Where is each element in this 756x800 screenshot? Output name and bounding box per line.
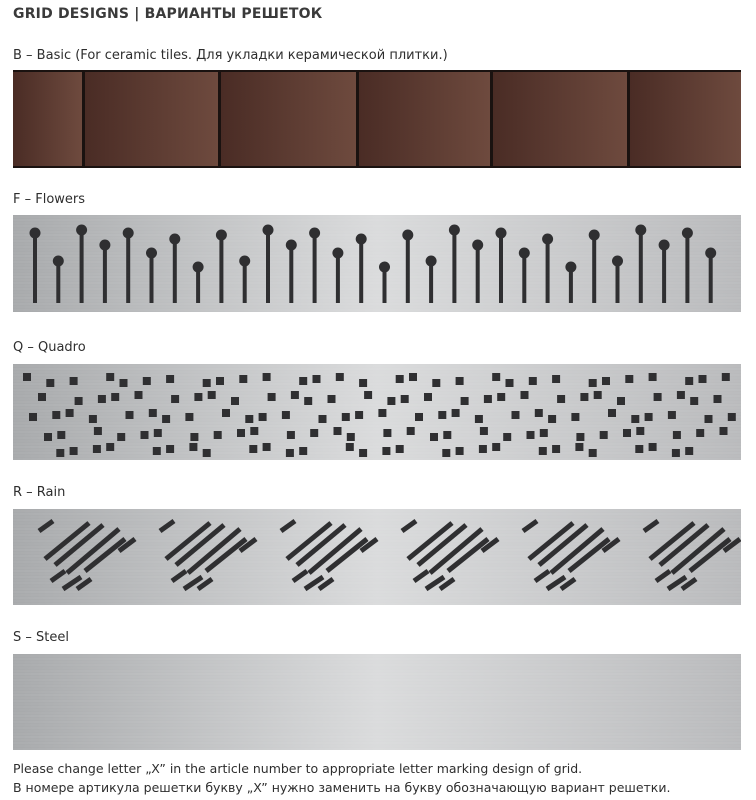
square-cutout	[685, 447, 693, 455]
square-cutout	[347, 433, 355, 441]
square-cutout	[304, 397, 312, 405]
flower-head	[169, 234, 180, 245]
flower-head	[496, 228, 507, 239]
square-cutout	[438, 411, 446, 419]
flower-head	[76, 225, 87, 236]
square-cutout	[282, 411, 290, 419]
flower-stem	[243, 261, 247, 303]
flower-head	[449, 225, 460, 236]
flower-head	[589, 230, 600, 241]
square-cutout	[580, 393, 588, 401]
grid-rain-image	[13, 509, 741, 605]
flower-head	[99, 240, 110, 251]
square-cutout	[342, 413, 350, 421]
flower-stem	[592, 235, 596, 303]
flower-head	[705, 248, 716, 259]
square-cutout	[328, 395, 336, 403]
square-cutout	[475, 415, 483, 423]
square-cutout	[250, 427, 258, 435]
square-cutout	[442, 449, 450, 457]
square-cutout	[383, 429, 391, 437]
grid-basic-image	[13, 70, 741, 168]
square-cutout	[287, 431, 295, 439]
square-cutout	[625, 375, 633, 383]
ceramic-tile	[221, 72, 356, 166]
square-cutout	[539, 447, 547, 455]
grid-quadro-image	[13, 364, 741, 460]
flower-head	[542, 234, 553, 245]
square-cutout	[668, 411, 676, 419]
ceramic-tile	[630, 72, 741, 166]
section-label-basic: B – Basic (For ceramic tiles. Для укладки керамической плитки.)	[13, 48, 448, 63]
square-cutout	[690, 397, 698, 405]
square-cutout	[396, 445, 404, 453]
flower-head	[472, 240, 483, 251]
square-cutout	[492, 443, 500, 451]
square-cutout	[608, 409, 616, 417]
square-cutout	[594, 391, 602, 399]
square-cutout	[382, 447, 390, 455]
square-cutout	[571, 413, 579, 421]
flower-stem	[685, 233, 689, 303]
square-cutout	[452, 409, 460, 417]
flower-stem	[662, 245, 666, 303]
section-label-flowers: F – Flowers	[13, 192, 86, 207]
flower-head	[146, 248, 157, 259]
square-cutout	[696, 429, 704, 437]
square-cutout	[194, 393, 202, 401]
flower-head	[263, 225, 274, 236]
flower-head	[612, 256, 623, 267]
square-cutout	[673, 431, 681, 439]
square-cutout	[480, 427, 488, 435]
square-cutout	[589, 449, 597, 457]
square-cutout	[521, 391, 529, 399]
section-label-steel: S – Steel	[13, 630, 69, 645]
square-cutout	[143, 377, 151, 385]
flower-head	[123, 228, 134, 239]
square-cutout	[396, 375, 404, 383]
square-cutout	[456, 447, 464, 455]
square-cutout	[407, 427, 415, 435]
square-cutout	[249, 445, 257, 453]
square-cutout	[728, 413, 736, 421]
flower-head	[356, 234, 367, 245]
square-cutout	[120, 379, 128, 387]
square-cutout	[364, 391, 372, 399]
square-cutout	[506, 379, 514, 387]
flower-stem	[289, 245, 293, 303]
square-cutout	[70, 447, 78, 455]
square-cutout	[166, 445, 174, 453]
square-cutout	[355, 411, 363, 419]
flower-stem	[616, 261, 620, 303]
square-cutout	[387, 397, 395, 405]
flower-stem	[429, 261, 433, 303]
square-cutout	[263, 443, 271, 451]
flower-stem	[406, 235, 410, 303]
flower-head	[193, 262, 204, 273]
square-cutout	[93, 445, 101, 453]
section-label-rain: R – Rain	[13, 485, 66, 500]
grid-flowers-image	[13, 215, 741, 312]
square-cutout	[401, 395, 409, 403]
square-cutout	[313, 375, 321, 383]
square-cutout	[424, 393, 432, 401]
square-cutout	[44, 433, 52, 441]
square-cutout	[171, 395, 179, 403]
square-cutout	[189, 443, 197, 451]
square-cutout	[141, 431, 149, 439]
square-cutout	[299, 447, 307, 455]
square-cutout	[245, 415, 253, 423]
square-cutout	[602, 377, 610, 385]
flower-stem	[266, 230, 270, 303]
square-cutout	[56, 449, 64, 457]
flower-stem	[522, 253, 526, 303]
square-cutout	[190, 433, 198, 441]
square-cutout	[52, 411, 60, 419]
square-cutout	[705, 415, 713, 423]
square-cutout	[263, 373, 271, 381]
square-cutout	[623, 429, 631, 437]
square-cutout	[720, 427, 728, 435]
square-cutout	[203, 449, 211, 457]
ceramic-tile	[13, 72, 82, 166]
square-cutout	[415, 413, 423, 421]
square-cutout	[430, 433, 438, 441]
square-cutout	[527, 431, 535, 439]
flower-stem	[33, 233, 37, 303]
square-cutout	[497, 393, 505, 401]
flower-stem	[499, 233, 503, 303]
square-cutout	[617, 397, 625, 405]
square-cutout	[46, 379, 54, 387]
square-cutout	[649, 373, 657, 381]
flower-head	[379, 262, 390, 273]
flower-stem	[103, 245, 107, 303]
flower-stem	[476, 245, 480, 303]
square-cutout	[286, 449, 294, 457]
square-cutout	[503, 433, 511, 441]
square-cutout	[589, 379, 597, 387]
flower-stem	[56, 261, 60, 303]
flower-stem	[336, 253, 340, 303]
flower-head	[426, 256, 437, 267]
square-cutout	[310, 429, 318, 437]
flower-stem	[80, 230, 84, 303]
square-cutout	[461, 397, 469, 405]
square-cutout	[291, 391, 299, 399]
square-cutout	[535, 409, 543, 417]
flower-stem	[639, 230, 643, 303]
square-cutout	[89, 415, 97, 423]
square-cutout	[208, 391, 216, 399]
flower-head	[682, 228, 693, 239]
square-cutout	[162, 415, 170, 423]
square-cutout	[548, 415, 556, 423]
square-cutout	[94, 427, 102, 435]
square-cutout	[38, 393, 46, 401]
square-cutout	[154, 429, 162, 437]
square-cutout	[672, 449, 680, 457]
flower-head	[402, 230, 413, 241]
square-cutout	[29, 413, 37, 421]
flower-stem	[173, 239, 177, 303]
square-cutout	[576, 433, 584, 441]
square-cutout	[23, 373, 31, 381]
square-cutout	[635, 445, 643, 453]
flower-head	[239, 256, 250, 267]
flower-head	[565, 262, 576, 273]
square-cutout	[552, 375, 560, 383]
square-cutout	[409, 373, 417, 381]
ceramic-tile	[359, 72, 490, 166]
square-cutout	[336, 373, 344, 381]
square-cutout	[126, 411, 134, 419]
square-cutout	[106, 443, 114, 451]
square-cutout	[529, 377, 537, 385]
note-english: Please change letter „X” in the article number to appropriate letter marking design of grid.	[13, 761, 583, 776]
square-cutout	[540, 429, 548, 437]
square-cutout	[512, 411, 520, 419]
square-cutout	[456, 377, 464, 385]
square-cutout	[492, 373, 500, 381]
square-cutout	[268, 393, 276, 401]
flower-head	[53, 256, 64, 267]
flower-stem	[359, 239, 363, 303]
square-cutout	[106, 373, 114, 381]
square-cutout	[378, 409, 386, 417]
square-cutout	[111, 393, 119, 401]
square-cutout	[699, 375, 707, 383]
flower-stem	[219, 235, 223, 303]
square-cutout	[153, 447, 161, 455]
section-label-quadro: Q – Quadro	[13, 340, 86, 355]
square-cutout	[359, 449, 367, 457]
square-cutout	[685, 377, 693, 385]
square-cutout	[636, 427, 644, 435]
square-cutout	[714, 395, 722, 403]
flower-stem	[150, 253, 154, 303]
square-cutout	[654, 393, 662, 401]
square-cutout	[66, 409, 74, 417]
square-cutout	[135, 391, 143, 399]
square-cutout	[359, 379, 367, 387]
note-russian: В номере артикула решетки букву „X” нужно заменить на букву обозначающую вариант решетки.	[13, 780, 671, 795]
square-cutout	[484, 395, 492, 403]
flower-head	[635, 225, 646, 236]
square-cutout	[334, 427, 342, 435]
square-cutout	[75, 397, 83, 405]
ceramic-tile	[85, 72, 218, 166]
square-cutout	[203, 379, 211, 387]
square-cutout	[479, 445, 487, 453]
square-cutout	[722, 373, 730, 381]
square-cutout	[645, 413, 653, 421]
flower-stem	[709, 253, 713, 303]
square-cutout	[443, 431, 451, 439]
square-cutout	[231, 397, 239, 405]
square-cutout	[557, 395, 565, 403]
flower-head	[309, 228, 320, 239]
square-cutout	[185, 413, 193, 421]
flower-stem	[452, 230, 456, 303]
grid-steel-image	[13, 654, 741, 750]
square-cutout	[649, 443, 657, 451]
square-cutout	[259, 413, 267, 421]
flower-head	[659, 240, 670, 251]
square-cutout	[166, 375, 174, 383]
square-cutout	[552, 445, 560, 453]
square-cutout	[575, 443, 583, 451]
steel-surface	[13, 215, 741, 312]
square-cutout	[631, 415, 639, 423]
ceramic-tile	[493, 72, 627, 166]
square-cutout	[70, 377, 78, 385]
square-cutout	[346, 443, 354, 451]
flower-stem	[313, 233, 317, 303]
flower-stem	[126, 233, 130, 303]
square-cutout	[319, 415, 327, 423]
square-cutout	[222, 409, 230, 417]
square-cutout	[149, 409, 157, 417]
square-cutout	[432, 379, 440, 387]
flower-head	[30, 228, 41, 239]
flower-head	[519, 248, 530, 259]
square-cutout	[214, 431, 222, 439]
square-cutout	[237, 429, 245, 437]
flower-stem	[546, 239, 550, 303]
square-cutout	[299, 377, 307, 385]
flower-head	[216, 230, 227, 241]
square-cutout	[677, 391, 685, 399]
flower-head	[332, 248, 343, 259]
square-cutout	[57, 431, 65, 439]
flower-head	[286, 240, 297, 251]
square-cutout	[117, 433, 125, 441]
page-title: GRID DESIGNS | ВАРИАНТЫ РЕШЕТОК	[13, 6, 323, 22]
square-cutout	[216, 377, 224, 385]
square-cutout	[98, 395, 106, 403]
square-cutout	[239, 375, 247, 383]
square-cutout	[600, 431, 608, 439]
